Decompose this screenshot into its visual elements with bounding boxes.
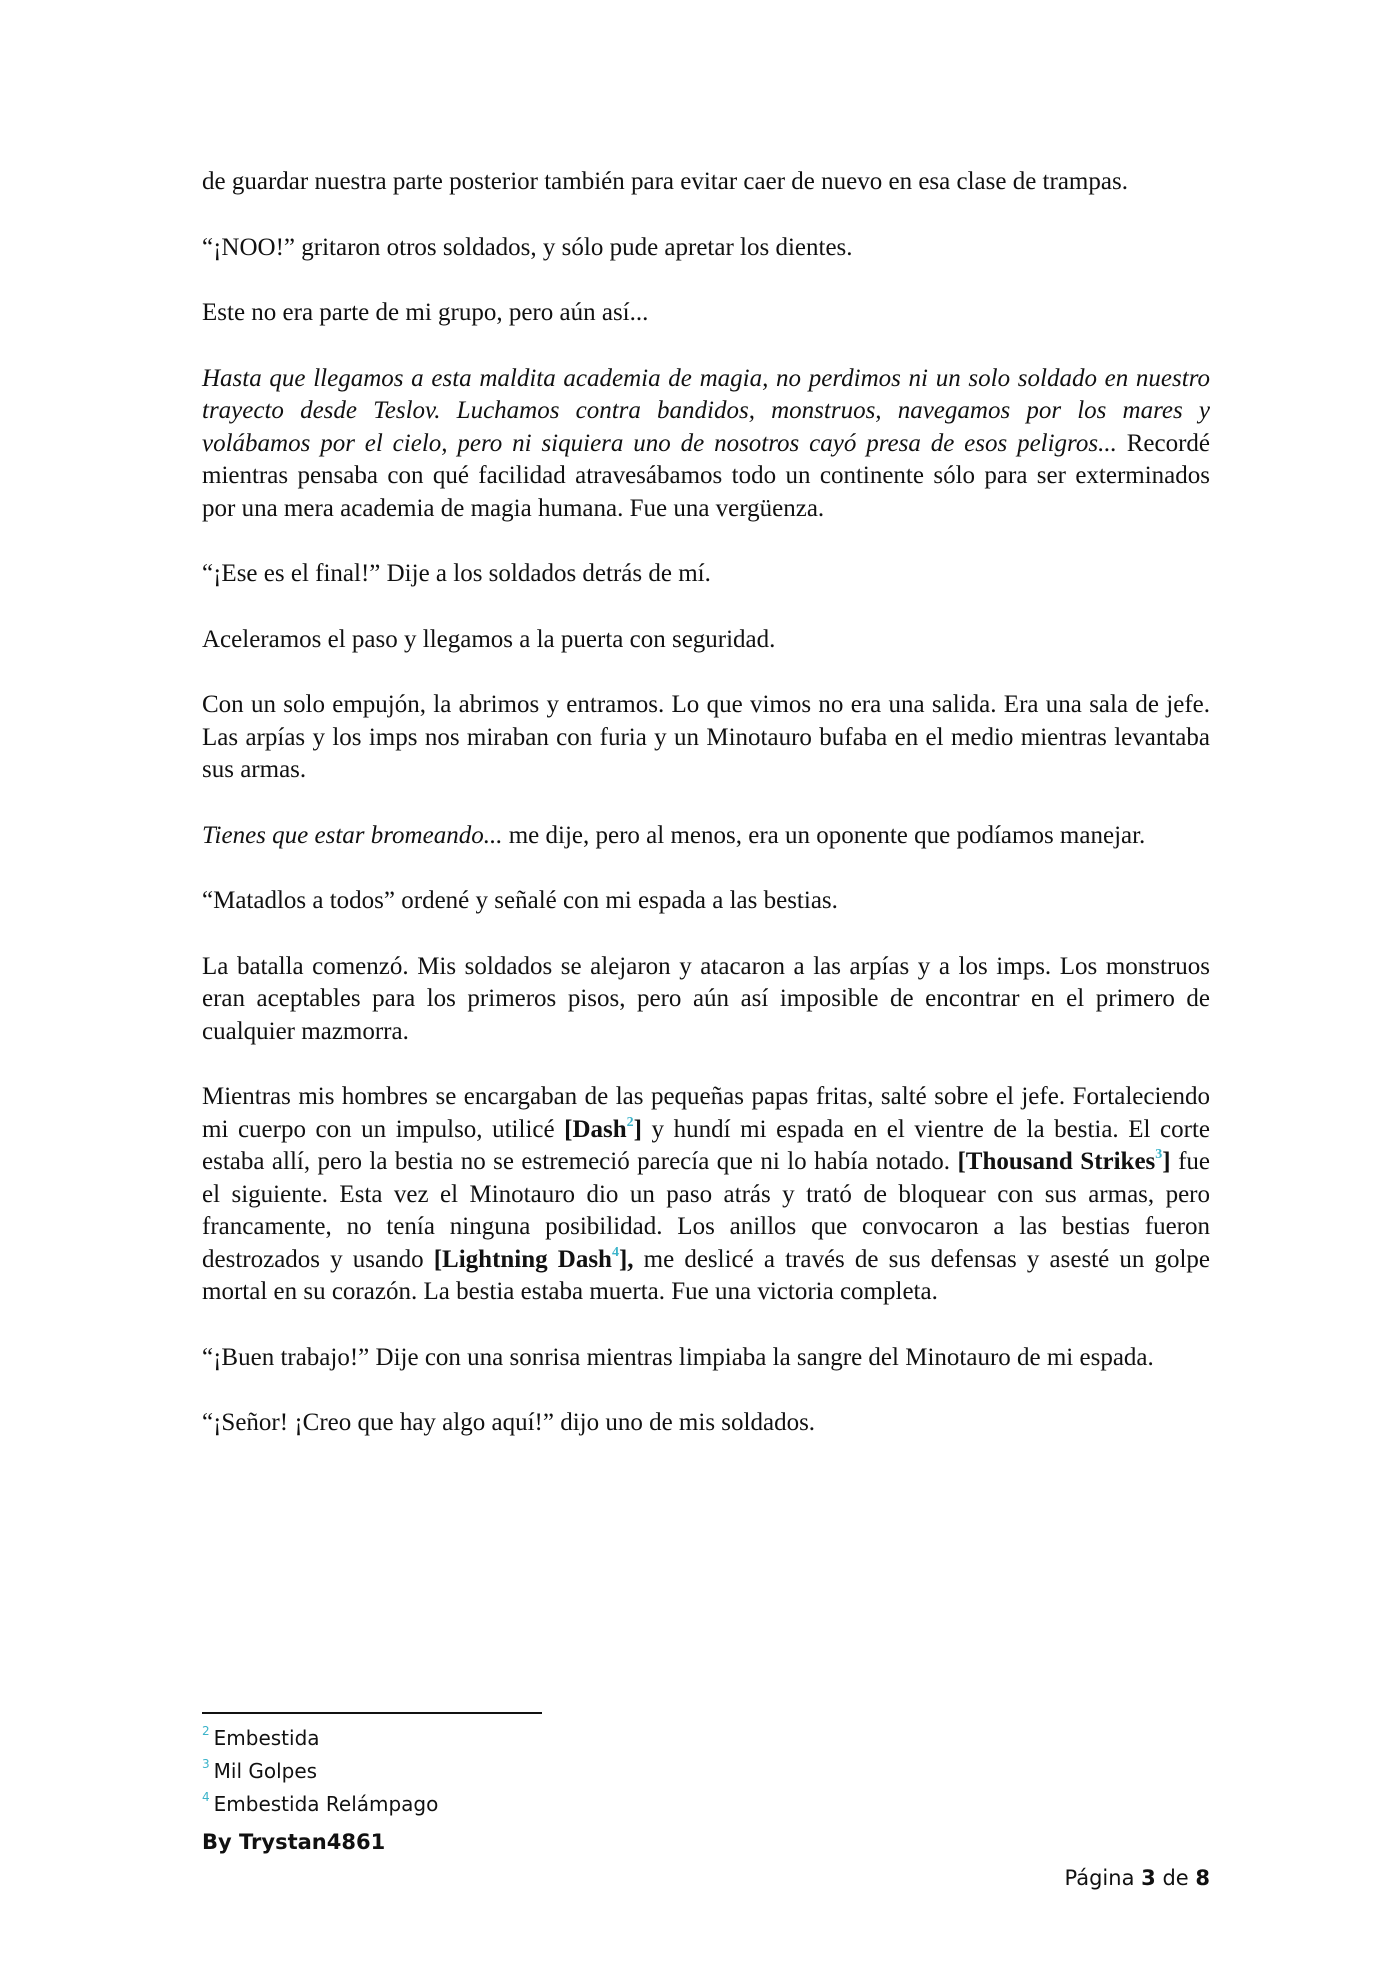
text-run: fue el siguiente. Esta vez el Minotauro dio un paso atrás y trató de bloquear con sus armas, pero francamente, no tenía ninguna posibilidad. Los anillos que convocaron a las bestias fueron destrozados y usando (202, 1148, 1211, 1273)
paragraph (202, 624, 1210, 657)
footnote-text: Embestida Relámpago (213, 1792, 439, 1816)
footnote-number: 2 (202, 1724, 210, 1738)
footnote-text: Embestida (213, 1726, 320, 1750)
text-run: Con un solo empujón, la abrimos y entramos. Lo que vimos no era una salida. Era una sala de jefe. Las arpías y los imps nos miraban con furia y un Minotauro bufaba en el medio mientras levantaba sus armas. (202, 691, 1210, 783)
paragraph (202, 363, 1210, 526)
paragraph (202, 558, 1210, 591)
text-run: La batalla comenzó. Mis soldados se alejaron y atacaron a las arpías y a los imps. Los monstruos eran aceptables para los primeros pisos, pero aún así imposible de encontrar en el primero de cualquier mazmorra. (202, 952, 1210, 1045)
text-run: “¡Buen trabajo!” Dije con una sonrisa mientras limpiaba la sangre del Minotauro de mi espada. (202, 1343, 1154, 1371)
footnote-reference: 3 (1155, 1147, 1163, 1162)
paragraph (202, 1081, 1210, 1309)
paragraph (202, 1407, 1210, 1440)
footnote-reference: 2 (626, 1114, 634, 1130)
bold-skill-text: ], (618, 1245, 634, 1273)
italic-text: Tienes que estar bromeando... (202, 821, 503, 849)
bold-skill-text: [Thousand Strikes (957, 1148, 1156, 1175)
paragraph (202, 232, 1210, 265)
italic-text: Hasta que llegamos a esta maldita academia de magia, no perdimos ni un solo soldado en nuestro trayecto desde Teslov. Luchamos contra bandidos, monstruos, navegamos por los mares y volábamos por el cielo, pero ni siquiera uno de nosotros cayó presa de esos peligros... (202, 364, 1210, 457)
paragraph (202, 951, 1210, 1049)
footnote-number: 4 (202, 1790, 210, 1804)
author-byline: By Trystan4861 (202, 1830, 386, 1854)
page-number (1065, 1866, 1211, 1890)
footnote-item (202, 1788, 438, 1821)
footnote-item (202, 1722, 438, 1755)
text-run: “¡Ese es el final!” Dije a los soldados detrás de mí. (202, 560, 711, 587)
footnote-text: Mil Golpes (213, 1759, 318, 1783)
bold-skill-text: [Lightning Dash (433, 1245, 612, 1273)
footnote-reference: 4 (611, 1244, 619, 1260)
paragraph (202, 820, 1210, 853)
text-run: “¡NOO!” gritaron otros soldados, y sólo pude apretar los dientes. (202, 233, 853, 261)
paragraph (202, 689, 1210, 787)
text-run: me dije, pero al menos, era un oponente que podíamos manejar. (502, 821, 1146, 849)
text-run: Aceleramos el paso y llegamos a la puerta con seguridad. (202, 625, 776, 653)
paragraph (202, 885, 1210, 918)
text-run: Mientras mis hombres se encargaban de las pequeñas papas fritas, salté sobre el jefe. Fortaleciendo mi cuerpo con un impulso, utilicé (202, 1083, 1210, 1143)
text-run: Recordé mientras pensaba con qué facilidad atravesábamos todo un continente sólo para ser exterminados por una mera academia de magia humana. Fue una vergüenza. (202, 429, 1210, 522)
page-label: Página (1064, 1866, 1135, 1890)
page-separator: de (1162, 1866, 1189, 1890)
text-run: Este no era parte de mi grupo, pero aún así... (202, 299, 649, 326)
page-current: 3 (1141, 1866, 1156, 1890)
footnote-number: 3 (202, 1757, 210, 1771)
paragraph (202, 297, 1210, 330)
page-total: 8 (1195, 1866, 1210, 1890)
text-run: “Matadlos a todos” ordené y señalé con mi espada a las bestias. (202, 887, 838, 914)
bold-skill-text: [Dash (564, 1115, 627, 1143)
text-run: me deslicé a través de sus defensas y asesté un golpe mortal en su corazón. La bestia estaba muerta. Fue una victoria completa. (202, 1245, 1210, 1305)
footnotes-section (202, 1722, 438, 1821)
bold-skill-text: ] (1162, 1148, 1171, 1175)
footnote-separator (202, 1712, 542, 1714)
bold-skill-text: ] (633, 1115, 642, 1143)
document-body (202, 166, 1210, 1440)
footnote-item (202, 1755, 438, 1788)
paragraph (202, 166, 1210, 199)
text-run: “¡Señor! ¡Creo que hay algo aquí!” dijo uno de mis soldados. (202, 1409, 816, 1436)
paragraph (202, 1342, 1210, 1375)
text-run: y hundí mi espada en el vientre de la bestia. El corte estaba allí, pero la bestia no se estremeció parecía que ni lo había notado. (202, 1115, 1210, 1175)
text-run: de guardar nuestra parte posterior también para evitar caer de nuevo en esa clase de trampas. (202, 168, 1128, 195)
